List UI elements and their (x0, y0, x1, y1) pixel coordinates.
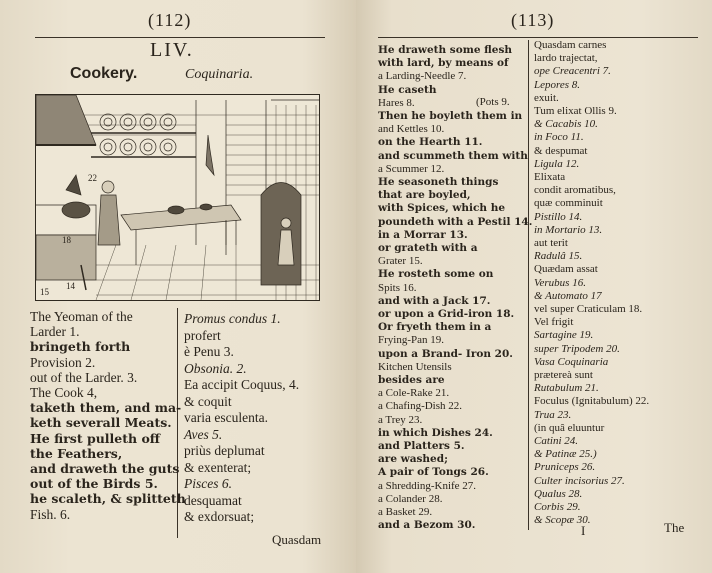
catchword: Quasdam (272, 532, 322, 547)
text-line: Rutabulum 21. (534, 382, 599, 395)
text-line: aut terit (534, 237, 568, 249)
text-line: in a Morrar 13. (378, 228, 468, 241)
text-line: vel super Craticulam 18. (534, 303, 643, 315)
figure-number: 18 (62, 235, 71, 245)
text-line: a Scummer 12. (378, 162, 445, 175)
catchword: The (664, 520, 685, 535)
text-line: (in quâ eluuntur (534, 421, 605, 434)
text-line: Tum elixat Ollis 9. (534, 105, 617, 117)
pots-note: (Pots 9. (476, 96, 510, 108)
text-line: Fish. 6. (30, 506, 71, 522)
signature-mark: I (581, 523, 586, 538)
figure-number: 14 (66, 281, 75, 291)
text-line: è Penu 3. (184, 344, 234, 359)
text-line: super Tripodem 20. (534, 342, 620, 355)
text-line: Trua 23. (534, 408, 572, 421)
text-line: Elixata (534, 171, 566, 183)
text-line: on the Hearth 11. (378, 136, 483, 149)
text-line: Lepores 8. (534, 78, 581, 91)
text-line: taketh them, and ma- (30, 400, 182, 416)
text-line: or grateth with a (378, 242, 478, 254)
text-line: & Scopæ 30. (534, 514, 591, 527)
text-line: Or fryeth them in a (378, 321, 492, 334)
text-line: poundeth with a Pestil 14. (378, 215, 533, 228)
text-line: Culter incisorius 27. (534, 474, 625, 487)
text-line: a Chafing-Dish 22. (378, 400, 463, 413)
text-line: exuit. (534, 91, 559, 104)
text-line: varia esculenta. (184, 410, 268, 425)
text-line: priùs deplumat (184, 443, 265, 458)
text-line: prætereà sunt (534, 369, 593, 381)
text-line: in Foco 11. (534, 131, 584, 144)
text-line: profert (184, 327, 221, 343)
text-line: The Yeoman of the (30, 309, 133, 324)
text-line: He rosteth some on (378, 268, 494, 281)
text-line: & coquit (184, 393, 232, 409)
text-line: and scummeth them with (378, 149, 528, 162)
text-line: he scaleth, & splitteth (30, 491, 186, 507)
text-line: besides are (378, 374, 445, 386)
text-line: Verubus 16. (534, 276, 586, 289)
text-line: and a Bezom 30. (378, 519, 476, 532)
text-line: and Kettles 10. (378, 123, 445, 136)
text-line: out of the Birds 5. (30, 476, 158, 492)
text-line: Ea accipit Coquus, 4. (184, 377, 300, 392)
text-line: out of the Larder. 3. (30, 369, 138, 385)
text-line: in which Dishes 24. (378, 426, 493, 439)
text-line: Pruniceps 26. (534, 461, 596, 474)
right-page-number: (113) (511, 10, 555, 30)
text-line: Radulâ 15. (534, 250, 583, 263)
text-line: and with a Jack 17. (378, 294, 491, 307)
text-line: & despumat (534, 144, 588, 157)
text-line: Hares 8. (378, 96, 415, 109)
text-line: the Feathers, (30, 445, 123, 461)
column-divider (528, 40, 529, 530)
text-line: lardo trajectat, (534, 52, 598, 65)
text-line: A pair of Tongs 26. (378, 466, 489, 479)
header-rule (35, 37, 325, 38)
title-latin: Coquinaria. (185, 67, 254, 82)
text-line: He caseth (378, 83, 437, 96)
text-line: and draweth the guts (30, 461, 180, 476)
text-line: Kitchen Utensils (378, 360, 452, 373)
text-line: or upon a Grid-iron 18. (378, 308, 515, 320)
text-line: bringeth forth (30, 339, 131, 355)
text-line: a Larding-Needle 7. (378, 70, 467, 83)
text-line: Grater 15. (378, 255, 423, 268)
text-line: Pistillo 14. (534, 210, 583, 223)
text-line: a Basket 29. (378, 506, 433, 518)
figure-number: 22 (88, 173, 97, 183)
text-line: Promus condus 1. (184, 311, 281, 326)
text-line: a Colander 28. (378, 492, 443, 505)
text-line: desquamat (184, 492, 242, 508)
text-line: Obsonia. 2. (184, 360, 247, 376)
text-line: & Automato 17 (534, 289, 602, 302)
text-line: Provision 2. (30, 354, 96, 370)
text-line: Quædam assat (534, 263, 598, 276)
text-line: with lard, by means of (378, 57, 509, 70)
text-line: Frying-Pan 19. (378, 334, 444, 347)
text-line: Quasdam carnes (534, 39, 607, 51)
text-line: Pisces 6. (184, 476, 232, 491)
text-line: Larder 1. (30, 324, 80, 340)
text-line: Vasa Coquinaria (534, 355, 609, 368)
text-line: Corbis 29. (534, 501, 581, 513)
text-line: quæ comminuit (534, 197, 603, 210)
text-line: in Mortario 13. (534, 223, 603, 236)
text-line: Foculus (Ignitabulum) 22. (534, 395, 650, 408)
text-line: He first pulleth off (30, 430, 161, 446)
text-line: condit aromatibus, (534, 184, 616, 197)
text-line: Qualus 28. (534, 487, 583, 500)
text-line: The Cook 4, (30, 385, 98, 400)
kitchen-scene-icon (36, 95, 319, 300)
text-line: Vel frigit (534, 316, 574, 329)
text-line: & exdorsuat; (184, 509, 255, 524)
text-line: are washed; (378, 453, 448, 466)
text-line: & exenterat; (184, 459, 252, 475)
text-line: Aves 5. (184, 426, 223, 442)
text-line: that are boyled, (378, 189, 471, 202)
text-line: & Patinæ 25.) (534, 448, 597, 461)
text-line: with Spices, which he (378, 202, 506, 215)
text-line: He draweth some flesh (378, 44, 513, 56)
text-line: a Cole-Rake 21. (378, 387, 450, 400)
text-line: ope Creacentri 7. (534, 65, 611, 78)
title-english: Cookery. (70, 65, 138, 82)
chapter-number: LIV. (150, 39, 194, 61)
text-line: Then he boyleth them in (378, 110, 523, 122)
text-line: Spits 16. (378, 281, 417, 294)
text-line: He seasoneth things (378, 176, 499, 188)
kitchen-woodcut (35, 94, 320, 301)
left-page-number: (112) (148, 10, 192, 30)
text-line: a Shredding-Knife 27. (378, 479, 477, 492)
text-line: Ligula 12. (534, 157, 580, 170)
text-line: keth severall Meats. (30, 415, 172, 431)
figure-number: 15 (40, 287, 49, 297)
text-line: Sartagine 19. (534, 329, 594, 342)
text-line: & Cacabis 10. (534, 118, 598, 131)
text-line: Catini 24. (534, 435, 579, 447)
text-line: upon a Brand- Iron 20. (378, 347, 513, 360)
text-line: and Platters 5. (378, 440, 465, 452)
right-page (356, 0, 712, 573)
text-line: a Trey 23. (378, 413, 423, 426)
